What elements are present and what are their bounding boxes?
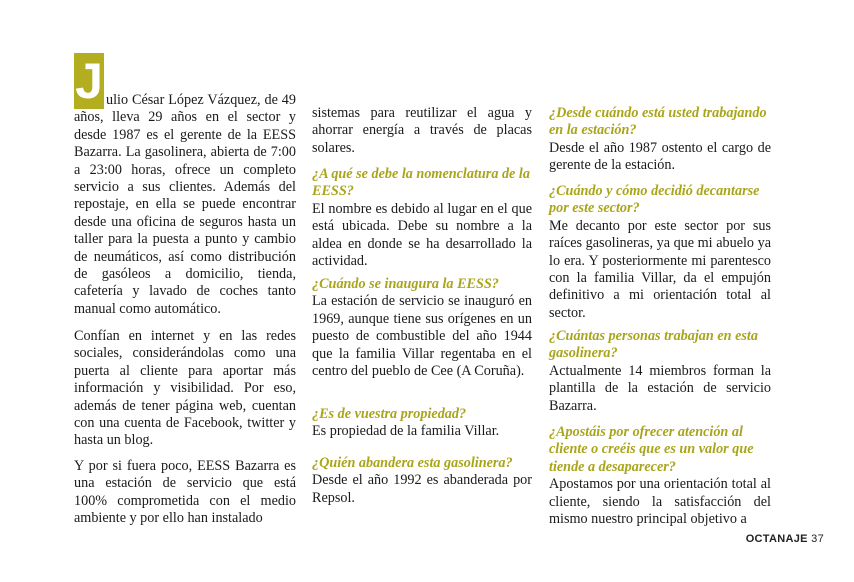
question-inauguration: ¿Cuándo se inaugura la EESS?: [312, 276, 499, 292]
question-decision: ¿Cuándo y cómo decidió decantarse por este sector?: [549, 183, 760, 217]
page-footer: [746, 533, 824, 545]
answer-decision: Me decanto por este sector por sus raíces gasolineras, ya que mi abuelo ya lo era. Y posteriormente mi parentesco con la familia Villar, da el empujón definitivo a mi orientación total al sector.: [549, 217, 771, 321]
answer-staff: Actualmente 14 miembros forman la plantilla de la estación de servicio Bazarra.: [549, 362, 771, 414]
answer-ownership: Es propiedad de la familia Villar.: [312, 423, 500, 440]
drop-cap: J: [75, 53, 103, 109]
answer-since-when: Desde el año 1987 ostento el cargo de gerente de la estación.: [549, 139, 771, 174]
paragraph-internet: Confían en internet y en las redes sociales, considerándolas como una puerta al cliente para aportar más información y visibilidad. Por eso, además de tener página web, cuentan con una cuenta de Facebook, twitter y hasta un blog.: [74, 328, 296, 449]
answer-inauguration: La estación de servicio se inauguró en 1969, aunque tiene sus orígenes en un puesto de combustible del año 1944 que la familia Villar regentaba en el centro del pueblo de Cee (A Coruña).: [312, 293, 532, 380]
paragraph-continued: sistemas para reutilizar el agua y ahorrar energía a través de placas solares.: [312, 105, 532, 156]
answer-flag: Desde el año 1992 es abanderada por Repsol.: [312, 472, 532, 506]
question-flag: ¿Quién abandera esta gasolinera?: [312, 455, 513, 471]
paragraph-environment: Y por si fuera poco, EESS Bazarra es una estación de servicio que está 100% comprometida con el medio ambiente y por ello han instalado: [74, 458, 296, 527]
answer-customer: Apostamos por una orientación total al cliente, siendo la satisfacción del mismo nuestro principal objetivo a: [549, 476, 771, 528]
question-customer: ¿Apostáis por ofrecer atención al cliente o creéis que es un valor que tiende a desaparecer?: [549, 424, 754, 475]
intro-paragraph: ulio César López Vázquez, de 49 años, lleva 29 años en el sector y desde 1987 es el gerente de la EESS Bazarra. La gasolinera, abierta de 7:00 a 23:00 horas, ofrece un completo servicio a sus clientes. Además del repostaje, en ella se puede encontrar desde una oficina de seguros hasta un taller para la puesta a punto y cambio de neumáticos, así como distribución de gasóleos a domicilio, tienda, cafetería y lavado de coches tanto manual como automático.: [74, 92, 296, 317]
question-since-when: ¿Desde cuándo está usted trabajando en la estación?: [549, 105, 767, 139]
answer-nomenclature: El nombre es debido al lugar en el que está ubicada. Debe su nombre a la aldea en donde se ha desarrollado la actividad.: [312, 200, 532, 270]
question-ownership: ¿Es de vuestra propiedad?: [312, 406, 467, 422]
question-staff: ¿Cuántas personas trabajan en esta gasolinera?: [549, 328, 758, 362]
question-nomenclature: ¿A qué se debe la nomenclatura de la EESS?: [312, 166, 530, 200]
magazine-name: OCTANAJE: [745, 533, 808, 545]
page-number: 37: [811, 533, 824, 545]
